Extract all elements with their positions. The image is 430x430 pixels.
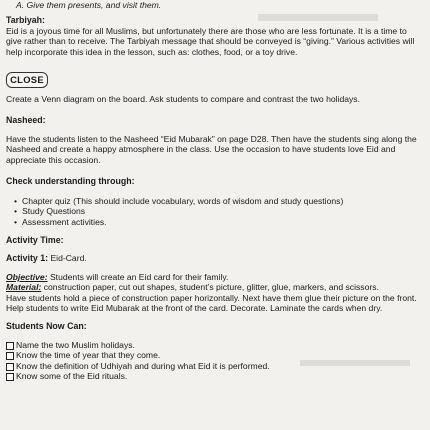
material-text: construction paper, cut out shapes, student’s picture, glitter, glue, markers, and scissors. <box>43 282 379 293</box>
checkbox-icon[interactable] <box>6 373 14 381</box>
activity1-instructions: Have students hold a piece of construction paper horizontally. Next have them glue their picture on the front. Help students to write Eid Mubarak at the front of the card. Decorate. Laminate the cards when dry. <box>6 292 417 314</box>
checklist-item <box>6 340 424 350</box>
material-label: Material: <box>6 282 42 293</box>
checklist-item <box>6 350 424 360</box>
activity-time-heading: Activity Time: <box>6 235 64 245</box>
activity1-label: Activity 1: <box>6 253 49 263</box>
activity1-line <box>6 253 424 263</box>
check-list <box>6 196 424 227</box>
objective-text: Students will create an Eid card for their family. <box>49 272 229 282</box>
list-item: • Chapter quiz (This should include vocabulary, words of wisdom and study questions) <box>22 196 424 206</box>
list-item: • Study Questions <box>22 206 424 216</box>
students-now-heading: Students Now Can: <box>6 321 87 331</box>
checkbox-icon[interactable] <box>6 352 14 360</box>
checkbox-icon[interactable] <box>6 363 14 371</box>
checkbox-icon[interactable] <box>6 342 14 350</box>
checklist-item <box>6 371 424 381</box>
tarbiyah-heading: Tarbiyah: <box>6 15 45 25</box>
check-heading: Check understanding through: <box>6 176 135 186</box>
list-item: • Assessment activities. <box>22 217 424 227</box>
checklist-text: Name the two Muslim holidays. <box>16 340 135 350</box>
close-label: CLOSE <box>6 72 48 88</box>
material-line <box>6 282 424 292</box>
checklist-text: Know some of the Eid rituals. <box>16 371 128 382</box>
objective-line <box>6 272 424 282</box>
activity1-name: Eid-Card. <box>50 253 87 263</box>
close-body: Create a Venn diagram on the board. Ask students to compare and contrast the two holidays. <box>6 94 360 104</box>
checklist-text: Know the time of year that they come. <box>16 350 161 361</box>
checklist-item <box>6 361 424 371</box>
nasheed-heading: Nasheed: <box>6 115 46 125</box>
students-now-list <box>6 340 424 382</box>
activity1-details <box>6 272 424 314</box>
top-line: A. Give them presents, and visit them. <box>16 0 162 10</box>
nasheed-body: Have the students listen to the Nasheed “Eid Mubarak” on page D28. Then have the students sing along the Nasheed and create a happy atmosphere in the class. Use the occasion to have students love Eid and appreciate this occasion. <box>6 134 417 165</box>
tarbiyah-body: Eid is a joyous time for all Muslims, but unfortunately there are those who are less fortunate. It is a time to give rather than to receive. The Tarbiyah message that should be conveyed is “giving.” Various activities will help incorporate this idea in the lesson, such as: clothes, food, or a toy drive. <box>6 26 415 57</box>
checklist-text: Know the definition of Udhiyah and during what Eid it is performed. <box>16 360 270 371</box>
objective-label: Objective: <box>6 272 48 282</box>
